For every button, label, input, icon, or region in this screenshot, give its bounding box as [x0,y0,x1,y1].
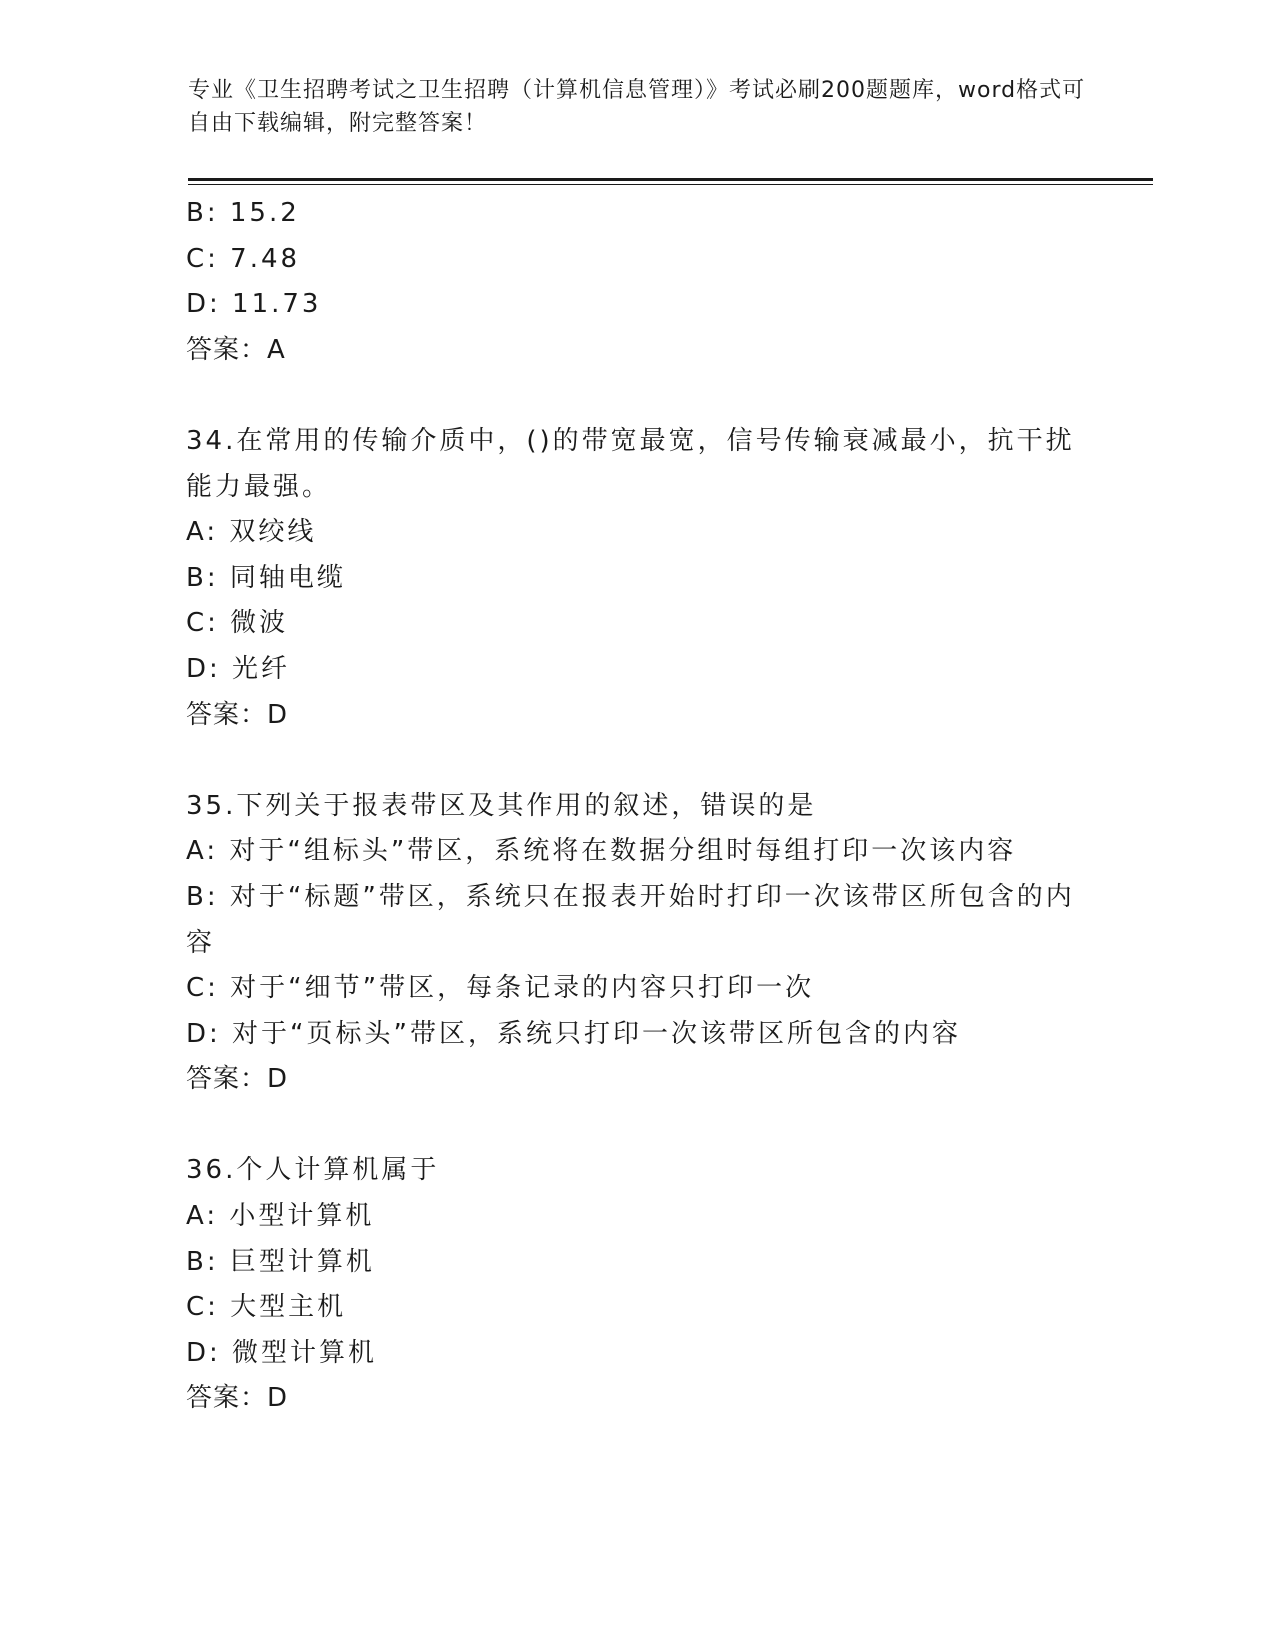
option-d: D: 光纤 [186,653,291,684]
option-d: D: 微型计算机 [186,1337,378,1368]
document-header: 专业《卫生招聘考试之卫生招聘（计算机信息管理）》考试必刷200题题库，word格式可自由下载编辑，附完整答案！ [188,78,1086,136]
option-a: A: 对于“组标头”带区，系统将在数据分组时每组打印一次该内容 [186,836,1017,867]
question-stem: 36.个人计算机属于 [186,1155,440,1186]
option-c: C: 7.48 [186,243,301,274]
answer-line: 答案：D [186,699,289,730]
question-stem: 35.下列关于报表带区及其作用的叙述，错误的是 [186,790,817,821]
question-stem: 34.在常用的传输介质中，()的带宽最宽，信号传输衰减最小，抗干扰能力最强。 [186,425,1075,502]
option-c: C: 大型主机 [186,1292,347,1323]
option-b: B: 巨型计算机 [186,1246,375,1277]
answer-line: 答案：A [186,334,286,365]
option-d: D: 11.73 [186,289,322,320]
header-divider-thick [188,178,1153,181]
option-c: C: 微波 [186,608,289,639]
option-b: B: 同轴电缆 [186,562,346,593]
answer-line: 答案：D [186,1064,289,1095]
option-b: B: 15.2 [186,198,300,228]
header-divider-thin [188,184,1153,185]
option-a: A: 双绞线 [186,517,317,548]
option-d: D: 对于“页标头”带区，系统只打印一次该带区所包含的内容 [186,1018,961,1049]
option-b: B: 对于“标题”带区，系统只在报表开始时打印一次该带区所包含的内容 [186,881,1075,958]
option-c: C: 对于“细节”带区，每条记录的内容只打印一次 [186,973,815,1004]
option-a: A: 小型计算机 [186,1201,375,1232]
question-content [186,191,1076,1422]
answer-line: 答案：D [186,1383,289,1414]
